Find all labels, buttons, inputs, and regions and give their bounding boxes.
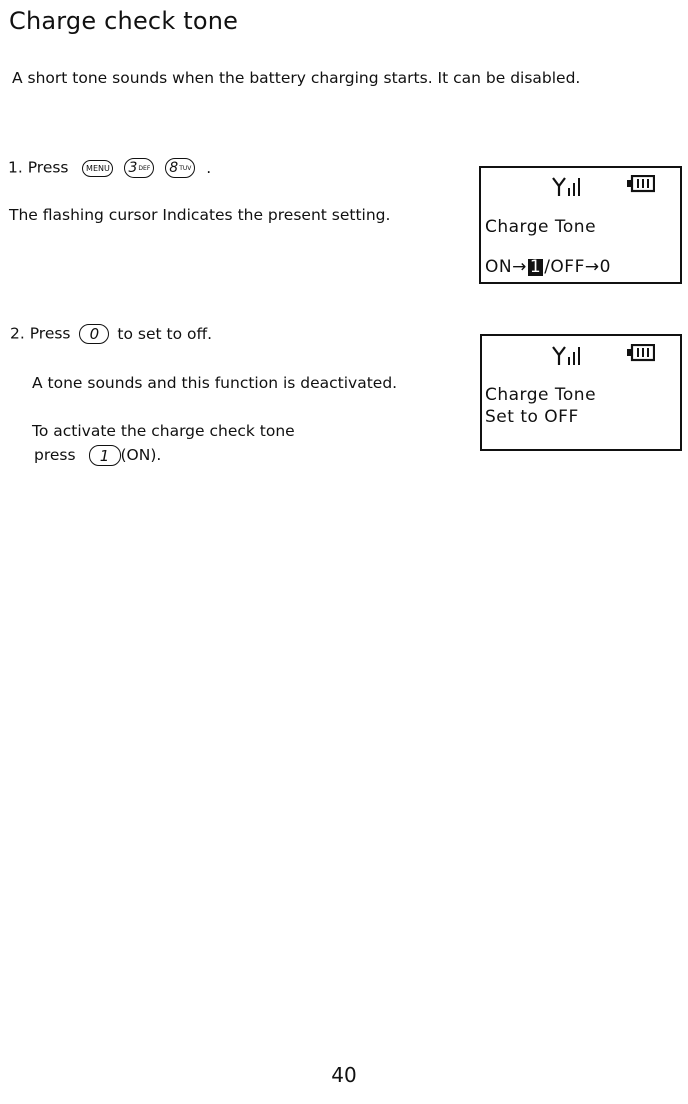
signal-icon [552, 175, 582, 197]
step2-suffix: to set to off. [117, 324, 213, 343]
key-0-icon [79, 324, 109, 344]
page-number: 40 [331, 1063, 357, 1087]
lcd-display-2 [480, 334, 682, 451]
step2-result: A tone sounds and this function is deactivated. [32, 374, 398, 392]
key-3-label: 3 [128, 160, 138, 176]
step2-activate-line2 [34, 445, 161, 466]
step2-prefix: 2. Press [10, 324, 71, 343]
step1-suffix: . [206, 158, 212, 177]
intro-text: A short tone sounds when the battery charging starts. It can be disabled. [12, 69, 581, 87]
step2-instruction [10, 324, 212, 344]
display1-arrow1: → [512, 257, 527, 277]
step2-press: press [34, 446, 76, 464]
key-3-icon [124, 158, 154, 178]
key-8-label: 8 [169, 160, 179, 176]
display1-line1: Charge Tone [485, 217, 597, 237]
step1-instruction [8, 158, 211, 178]
display1-off: /OFF [544, 257, 585, 277]
step2-activate-line1: To activate the charge check tone [32, 422, 295, 440]
step2-on: (ON). [120, 446, 162, 464]
key-1-icon [89, 445, 121, 466]
display1-zero: 0 [599, 257, 611, 277]
page-title: Charge check tone [9, 7, 239, 35]
display2-line2: Set to OFF [485, 407, 579, 427]
display1-line2 [485, 257, 611, 277]
menu-key-icon [82, 160, 113, 177]
menu-key-label: MENU [86, 163, 110, 173]
display1-arrow2: → [584, 257, 600, 277]
key-0-label: 0 [89, 325, 100, 343]
battery-icon [627, 344, 655, 362]
lcd-display-1 [479, 166, 682, 284]
signal-icon [552, 344, 582, 366]
display1-cursor: 1 [529, 257, 542, 277]
key-3-sublabel: DEF [138, 164, 151, 172]
battery-icon [627, 175, 655, 193]
step1-prefix: 1. Press [8, 158, 69, 177]
display2-line1: Charge Tone [485, 385, 597, 405]
step1-description: The flashing cursor Indicates the present setting. [9, 206, 391, 224]
key-8-icon [165, 158, 195, 178]
key-8-sublabel: TUV [179, 164, 192, 172]
key-1-label: 1 [99, 446, 110, 465]
display1-on: ON [485, 257, 513, 277]
